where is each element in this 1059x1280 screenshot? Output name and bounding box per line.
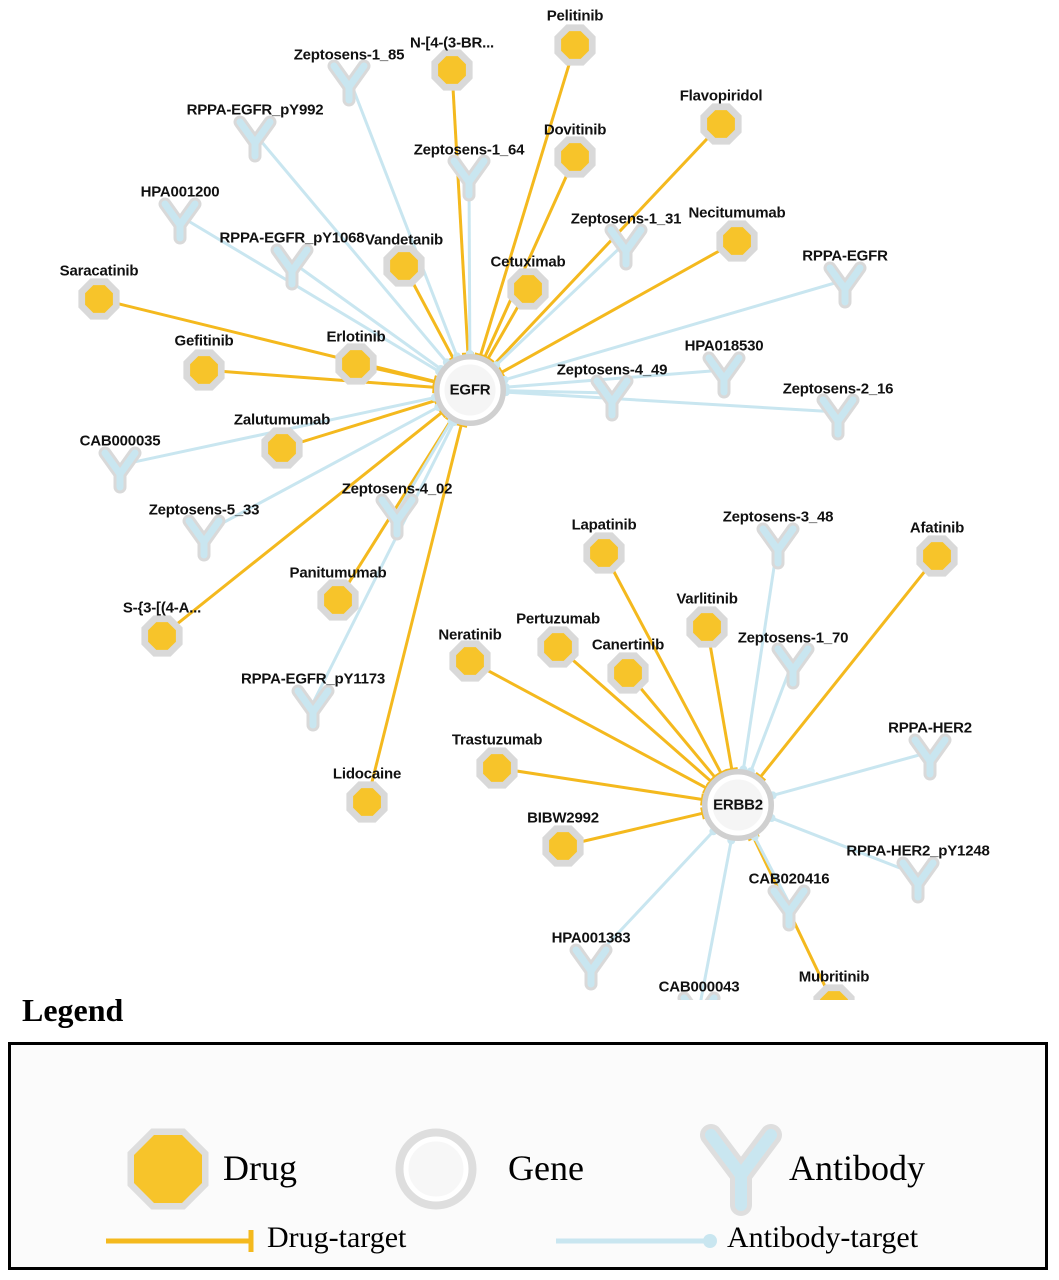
edge-drug-2 xyxy=(490,121,721,368)
edge-drug-0 xyxy=(475,45,575,357)
antibody-node[interactable] xyxy=(597,381,627,415)
drug-label-7: Saracatinib xyxy=(59,262,139,280)
antibody-node[interactable] xyxy=(240,122,270,156)
drug-node[interactable] xyxy=(511,272,544,305)
antibody-label-19: HPA001383 xyxy=(551,929,631,947)
antibody-label-0: Zeptosens-1_85 xyxy=(293,46,405,64)
drug-label-10: Zalutumumab xyxy=(233,411,331,429)
drug-node[interactable] xyxy=(690,610,723,643)
antibody-node[interactable] xyxy=(165,204,195,238)
legend-antibody-icon xyxy=(711,1135,771,1205)
drug-node[interactable] xyxy=(350,785,383,818)
edge-drug-11 xyxy=(756,556,937,781)
legend-antibody-target-edge xyxy=(556,1234,717,1248)
drug-label-20: Lidocaine xyxy=(332,765,402,783)
antibody-label-5: RPPA-EGFR_pY1068 xyxy=(219,229,365,247)
drug-node[interactable] xyxy=(339,347,372,380)
antibody-label-17: RPPA-HER2_pY1248 xyxy=(846,842,990,860)
drug-node[interactable] xyxy=(265,431,298,464)
edge-antibody-0 xyxy=(349,78,461,360)
antibody-label-6: RPPA-EGFR xyxy=(802,247,888,265)
drug-node[interactable] xyxy=(82,282,115,315)
drug-label-18: S-{3-[(4-A... xyxy=(122,599,202,617)
drug-node[interactable] xyxy=(920,539,953,572)
drug-label-17: Panitumumab xyxy=(289,564,387,582)
antibody-node[interactable] xyxy=(915,740,945,774)
antibody-label-16: RPPA-HER2 xyxy=(888,719,972,737)
drug-label-2: Flavopiridol xyxy=(679,87,763,105)
antibody-label-14: Zeptosens-1_70 xyxy=(737,629,849,647)
drug-label-11: Afatinib xyxy=(909,519,965,537)
antibody-node[interactable] xyxy=(298,691,328,725)
edge-antibody-13 xyxy=(739,541,778,773)
antibody-label-8: Zeptosens-4_49 xyxy=(556,361,668,379)
antibody-node[interactable] xyxy=(903,863,933,897)
drug-node[interactable] xyxy=(387,249,420,282)
drug-label-4: Necitumumab xyxy=(688,204,786,222)
legend-gene-icon xyxy=(402,1135,470,1203)
drug-label-3: Dovitinib xyxy=(543,121,607,139)
antibody-node[interactable] xyxy=(189,521,219,555)
drug-node[interactable] xyxy=(611,656,644,689)
edge-antibody-14 xyxy=(747,661,793,775)
legend-label-antibody-target: Antibody-target xyxy=(727,1221,919,1254)
antibody-label-12: Zeptosens-5_33 xyxy=(148,501,260,519)
edge-drug-13 xyxy=(707,627,738,771)
drug-node[interactable] xyxy=(541,630,574,663)
legend-drug-icon xyxy=(134,1135,202,1203)
drug-label-0: Pelitinib xyxy=(546,7,604,25)
antibody-label-11: Zeptosens-4_02 xyxy=(341,480,453,498)
antibody-label-2: Zeptosens-1_64 xyxy=(413,141,525,159)
drug-node[interactable] xyxy=(145,619,178,652)
drug-label-1: N-[4-(3-BR... xyxy=(409,34,495,52)
drug-label-13: Varlitinib xyxy=(676,590,738,608)
drug-label-19: Trastuzumab xyxy=(451,731,543,749)
antibody-label-13: Zeptosens-3_48 xyxy=(722,508,834,526)
gene-label-1: ERBB2 xyxy=(713,796,763,814)
antibody-label-3: HPA001200 xyxy=(140,183,220,201)
drug-label-16: Neratinib xyxy=(438,626,502,644)
antibody-label-7: HPA018530 xyxy=(684,337,764,355)
drug-label-9: Gefitinib xyxy=(174,332,234,350)
drug-node[interactable] xyxy=(546,829,579,862)
drug-node[interactable] xyxy=(558,28,591,61)
antibody-node[interactable] xyxy=(763,529,793,563)
antibody-node[interactable] xyxy=(277,250,307,284)
edge-drug-15 xyxy=(628,673,720,781)
drug-label-6: Cetuximab xyxy=(490,253,566,271)
drug-label-14: Pertuzumab xyxy=(516,610,600,628)
antibody-node[interactable] xyxy=(105,453,135,487)
antibody-label-10: CAB000035 xyxy=(79,432,161,450)
antibody-label-1: RPPA-EGFR_pY992 xyxy=(186,101,324,119)
drug-label-8: Erlotinib xyxy=(326,328,386,346)
drug-node[interactable] xyxy=(480,751,513,784)
edge-antibody-20 xyxy=(699,836,735,1000)
edge-antibody-6 xyxy=(501,280,845,384)
drug-node[interactable] xyxy=(435,53,468,86)
legend-box xyxy=(8,1042,1048,1270)
drug-node[interactable] xyxy=(704,107,737,140)
legend-label-drug-target: Drug-target xyxy=(267,1221,407,1254)
legend-title: Legend xyxy=(22,992,124,1028)
drug-node[interactable] xyxy=(587,536,620,569)
drug-node[interactable] xyxy=(817,988,850,1000)
antibody-node[interactable] xyxy=(709,358,739,392)
legend-drug-target-edge xyxy=(106,1230,251,1252)
drug-label-15: Canertinib xyxy=(591,636,665,654)
antibody-node[interactable] xyxy=(830,268,860,302)
drug-label-21: BIBW2992 xyxy=(527,809,599,827)
drug-label-5: Vandetanib xyxy=(364,231,444,249)
legend-label-gene: Gene xyxy=(508,1148,584,1188)
drug-node[interactable] xyxy=(187,353,220,386)
antibody-node[interactable] xyxy=(611,230,641,264)
legend-label-antibody: Antibody xyxy=(789,1148,926,1188)
gene-label-0: EGFR xyxy=(449,381,491,399)
drug-label-12: Lapatinib xyxy=(571,516,637,534)
antibody-label-18: CAB020416 xyxy=(748,870,830,888)
legend-label-drug: Drug xyxy=(223,1148,297,1188)
antibody-label-20: CAB000043 xyxy=(658,978,740,996)
antibody-node[interactable] xyxy=(823,400,853,434)
drug-node[interactable] xyxy=(720,224,753,257)
edge-antibody-16 xyxy=(769,752,930,799)
antibody-label-15: RPPA-EGFR_pY1173 xyxy=(240,670,386,688)
antibody-label-9: Zeptosens-2_16 xyxy=(782,380,894,398)
edge-drug-19 xyxy=(497,768,703,805)
drug-node[interactable] xyxy=(321,583,354,616)
drug-node[interactable] xyxy=(453,644,486,677)
drug-node[interactable] xyxy=(558,140,591,173)
drug-label-22: Mubritinib xyxy=(798,968,870,986)
antibody-node[interactable] xyxy=(576,950,606,984)
antibody-node[interactable] xyxy=(774,891,804,925)
antibody-label-4: Zeptosens-1_31 xyxy=(570,210,682,228)
antibody-node[interactable] xyxy=(334,66,364,100)
antibody-node[interactable] xyxy=(684,998,714,1000)
edge-antibody-15 xyxy=(313,418,458,703)
antibody-node[interactable] xyxy=(778,649,808,683)
